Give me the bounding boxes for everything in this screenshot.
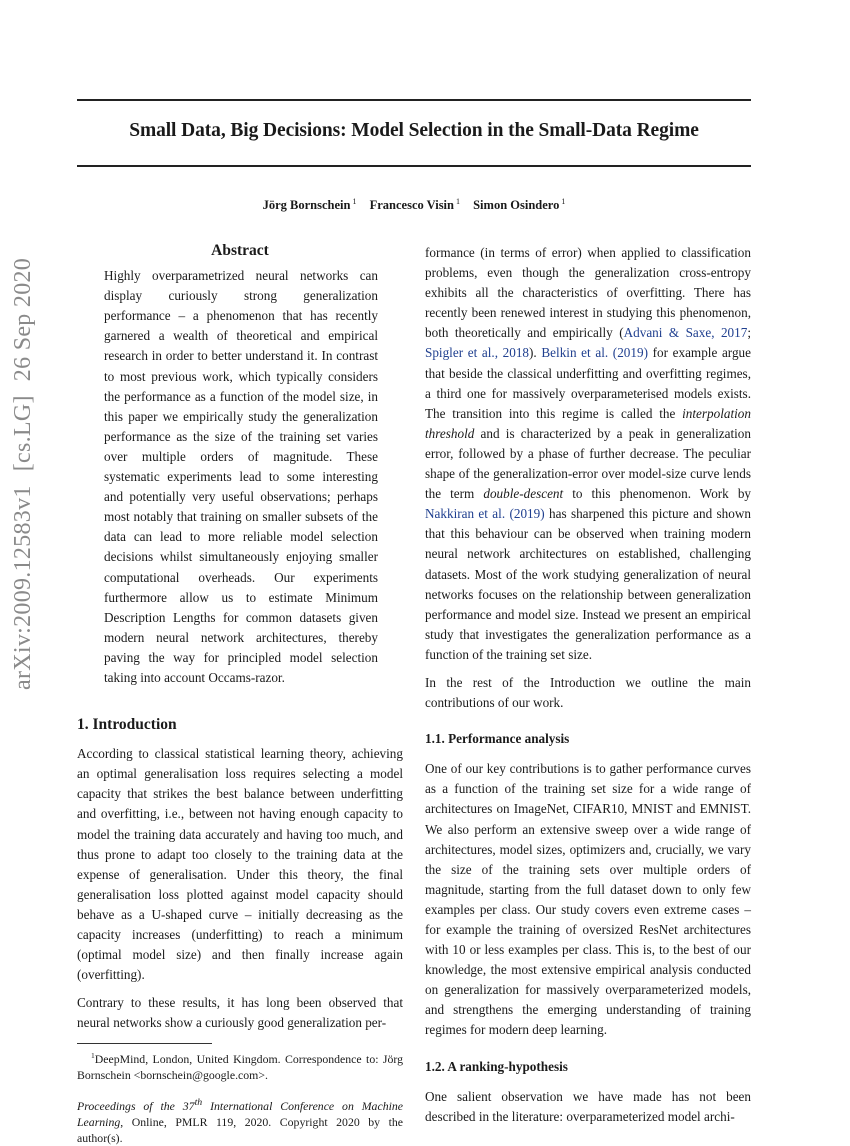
intro-paragraph: formance (in terms of error) when applied to classification problems, even though the generalization cross-entropy exhibits all the characteristics of overfitting. There has recently been renewed interest in studying this phenomenon, both theoretically and empirically (Advani & Saxe, 2017; Spigler et al., 2018). Belkin et al. (2019) for example argue that beside the classical underfitting and overfitting regimes, a third one for massively overparameterised models exists. The transition into this regime is called the interpolation threshold and is characterized by a peak in generalization error, followed by a phase of further decrease. The peculiar shape of the generalization-error over model-size curve lends the term double-descent to this phenomenon. Work by Nakkiran et al. (2019) has sharpened this picture and shown that this behaviour can be observed when training modern neural network architectures on established, challenging datasets. Most of the work studying generalization of neural networks focuses on the relationship between generalization performance and model size. Instead we present an empirical study that investigates the generalization performance as a function of the training set size. <box>425 245 752 662</box>
citation-link[interactable]: Advani & Saxe, 2017 <box>623 325 748 341</box>
citation-link[interactable]: Nakkiran et al. (2019) <box>425 506 545 522</box>
right-column <box>425 243 751 1135</box>
abstract-heading: Abstract <box>211 242 269 259</box>
body-paragraph: One of our key contributions is to gather performance curves as a function of the training set size for a wide range of architectures on ImageNet, CIFAR10, MNIST and EMNIST. We also perform an extensive sweep over a wide range of architectures, model sizes, optimizers and, crucially, we vary the size of the training sets over multiple orders of magnitude, starting from the full dataset down to only few examples per class. Our study covers even extreme cases – for example the training of oversized ResNet architectures with 10 or less examples per class. This is, to the best of our knowledge, the most extensive empirical analysis conducted on generalization for massively overparameterized models, and strengthens the emerging understanding of training regimes for modern deep learning. <box>425 761 751 1038</box>
arxiv-id: arXiv:2009.12583v1 <box>10 485 36 690</box>
section-heading-introduction: 1. Introduction <box>77 716 177 734</box>
author-list <box>77 197 751 213</box>
citation-link[interactable]: Belkin et al. (2019) <box>541 345 648 361</box>
intro-paragraph: Contrary to these results, it has long been observed that neural networks show a curiously good generalization per- <box>77 995 403 1031</box>
subsection-heading-performance-analysis: 1.1. Performance analysis <box>425 731 570 747</box>
proceedings-note: Proceedings of the 37th International Conference on Machine Learning, Online, PMLR 119, 2020. Copyright 2020 by the author(s). <box>77 1097 404 1146</box>
author: Simon Osindero $^1$ <box>473 197 566 213</box>
footnote-divider <box>77 1043 212 1044</box>
arxiv-date: 26 Sep 2020 <box>10 257 36 382</box>
left-column <box>77 241 403 1146</box>
footnote: $^1$DeepMind, London, United Kingdom. Correspondence to: Jörg Bornschein <bornschein@google.com>. <box>77 1051 403 1083</box>
paper-title: Small Data, Big Decisions: Model Selection in the Small-Data Regime <box>129 120 699 141</box>
intro-paragraph: In the rest of the Introduction we outline the main contributions of our work. <box>425 674 751 711</box>
intro-paragraph: According to classical statistical learning theory, achieving an optimal generalisation loss requires selecting a model capacity that strikes the best balance between underfitting and overfitting, i.e., between not having enough capacity to model the training data accurately and having too much, and thus prone to adapt too closely to the training data at the expense of generalisation. Under this theory, the final generalisation loss plotted against model capacity should behave as a U-shaped curve – initially decreasing as the capacity increases (underfitting) to reach a minimum (optimal model size) and then finally increase again (overfitting). <box>77 746 403 983</box>
citation-link[interactable]: Spigler et al., 2018 <box>425 345 530 361</box>
footnote-text: DeepMind, London, United Kingdom. Correspondence to: Jörg Bornschein <bornschein@google.com>. <box>77 1052 403 1083</box>
title-rule-top <box>77 99 751 101</box>
body-paragraph: One salient observation we have made has not been described in the literature: overparameterized model archi- <box>425 1088 751 1124</box>
arxiv-stamp <box>10 244 37 690</box>
subsection-heading-ranking-hypothesis: 1.2. A ranking-hypothesis <box>425 1058 568 1074</box>
author: Francesco Visin $^1$ <box>369 197 460 213</box>
arxiv-category: [cs.LG] <box>10 395 36 472</box>
abstract-text: Highly overparametrized neural networks can display curiously strong generalization performance – a phenomenon that has recently garnered a wealth of theoretical and empirical research in order to better understand it. In contrast to most previous work, which typically considers the performance as a function of the model size, in this paper we empirically study the generalization performance as the size of the training set varies over multiple orders of magnitude. These systematic experiments lead to some interesting and potentially very useful observations; perhaps most notably that training on smaller subsets of the data can lead to more reliable model selection decisions whilst simultaneously enjoying smaller computational overheads. Our experiments furthermore allow us to estimate Minimum Description Lengths for common datasets given modern neural network architectures, thereby paving the way for principled model selection taking into account Occams-razor. <box>104 268 378 685</box>
title-rule-bottom <box>77 165 751 167</box>
author: Jörg Bornschein $^1$ <box>262 197 357 213</box>
